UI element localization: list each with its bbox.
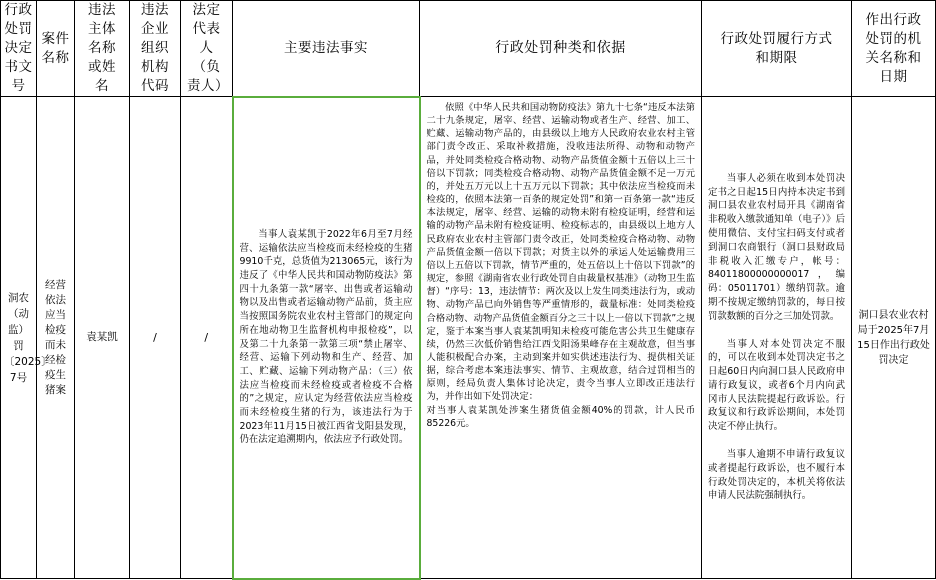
case-number-cell: 洞农（动监）罚〔2025〕7号 [1,97,37,579]
payment-instructions-text: 当事人必须在收到本处罚决定书之日起15日内持本决定书到洞口县农业农村局开具《湖南省非税收入缴款通知单（电子）》后使用微信、支付宝扫码支付或者到洞口农商银行（洞口县财政局非税收入汇缴专户，帐号：84011800000000017，编码：05011701）缴纳罚款。逾期不按规定缴纳罚款的，每日按罚款数额的百分之三加处罚款。 [708,172,845,322]
party-name-cell: 袁某凯 [75,97,130,579]
case-name-cell: 经营依法应当检疫而未经检疫生猪案 [37,97,75,579]
penalty-basis-text: 依照《中华人民共和国动物防疫法》第九十七条“违反本法第二十九条规定，屠宰、经营、运输动物或者生产、经营、加工、贮藏、运输动物产品的，由县级以上地方人民政府农业农村主管部门责令改正、采取补救措施，没收违法所得、动物和动物产品，并处同类检疫合格动物、动物产品货值金额十五倍以上三十倍以下罚款；同类检疫合格动物、动物产品货值金额不足一万元的，并处五万元以上十五万元以下罚款；其中依法应当检疫而未检疫的，依照本法第一百条的规定处罚”和第一百条第一款“违反本法规定，屠宰、经营、运输的动物未附有检疫证明，经营和运输的动物产品未附有检疫证明、检疫标志的，由县级以上地方人民政府农业农村主管部门责令改正，处同类检疫合格动物、动物产品货值金额一倍以下罚款；对货主以外的承运人处运输费用三倍以上五倍以下罚款，情节严重的，处五倍以上十倍以下罚款”的规定，参照《湖南省农业行政处罚自由裁量权基准》（动物卫生监督）“序号：13，违法情节：两次及以上发生同类违法行为，或动物、动物产品已向外销售等严重情形的，裁量标准：处同类检疫合格动物、动物产品货值金额百分之三十以上一倍以下罚款”之规定，鉴于本案当事人袁某凯明知未检疫可能危害公共卫生健康存续，仍然三次低价销售给江西戈阳汤果峰存在主观故意，但当事人能积极配合办案，主动到案并如实供述违法行为、提供相关证据，综合考虑本案违法事实、情节、主观故意，结合过罚相当的原则，经局负责人集体讨论决定，责令当事人立即改正违法行为，并作出如下处罚决定： [426,102,695,403]
header-legal-rep: 法定代表人（负责人） [181,1,233,97]
penalty-basis-cell [420,97,702,579]
header-basis: 行政处罚种类和依据 [420,1,702,97]
header-case-name: 案件名称 [37,1,75,97]
header-org-code: 违法企业组织机构代码 [130,1,181,97]
header-case-no: 行政处罚决定书文号 [1,1,37,97]
org-code-cell: / [130,97,181,579]
header-party-name: 违法主体名称或姓名 [75,1,130,97]
header-row [1,1,936,97]
table-row [1,97,936,579]
header-facts: 主要违法事实 [233,1,420,97]
violation-facts-text: 当事人袁某凯于2022年6月至7月经营、运输依法应当检疫而未经检疫的生猪9910千克，总货值为213065元，该行为违反了《中华人民共和国动物防疫法》第四十九条第一款“屠宰、出售或者运输动物以及出售或者运输动物产品前，货主应当按照国务院农业农村主管部门的规定向所在地动物卫生监督机构申报检疫”，以及第二十九条第一款第三项“禁止屠宰、经营、运输下列动物和生产、经营、加工、贮藏、运输下列动物产品：（三）依法应当检疫而未经检疫或者检疫不合格的”之规定，应认定为经营依法应当检疫而未经检疫生猪的行为，该违法行为于2023年11月15日被江西省戈阳县发现，仍在法定追溯期内，依法应予行政处罚。 [239,228,413,446]
violation-facts-cell [233,97,420,579]
legal-rep-cell: / [181,97,233,579]
authority-date-cell: 洞口县农业农村局于2025年7月15日作出行政处罚决定 [852,97,936,579]
header-authority: 作出行政处罚的机关名称和日期 [852,1,936,97]
compulsory-enforcement-text: 当事人逾期不申请行政复议或者提起行政诉讼，也不履行本行政处罚决定的，本机关将依法申请人民法院强制执行。 [708,449,845,502]
penalty-decision-text: 对当事人袁某凯处涉案生猪货值金额40%的罚款，计人民币85226元。 [426,404,695,429]
appeal-rights-text: 当事人对本处罚决定不服的，可以在收到本处罚决定书之日起60日内向洞口县人民政府申请行政复议，或者6个月内向武冈市人民法院提起行政诉讼。行政复议和行政诉讼期间，本处罚决定不停止执行。 [708,338,845,433]
header-mode: 行政处罚履行方式和期限 [702,1,852,97]
enforcement-mode-cell [702,97,852,579]
